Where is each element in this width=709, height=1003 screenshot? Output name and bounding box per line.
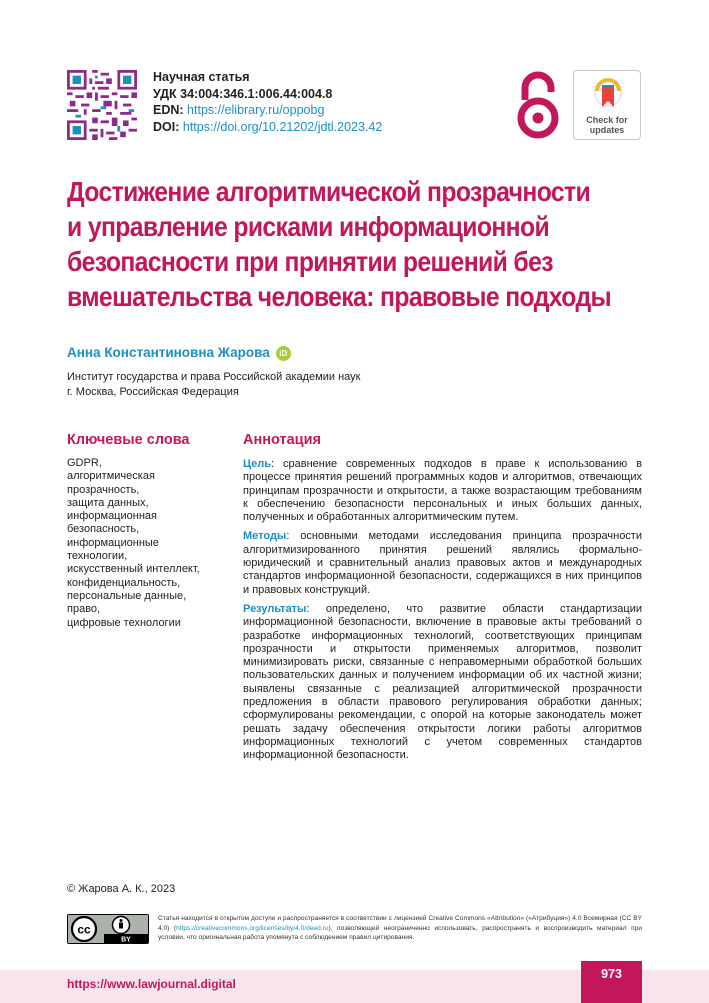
affiliation-institution: Институт государства и права Российской академии наук xyxy=(67,371,361,383)
license-text xyxy=(158,914,642,943)
title-line: безопасности при принятии решений без xyxy=(67,246,553,277)
title-line: Достижение алгоритмической прозрачности xyxy=(67,176,591,207)
svg-text:cc: cc xyxy=(77,922,91,937)
keyword-item: безопасность, xyxy=(67,523,140,536)
keyword-item: право, xyxy=(67,603,101,616)
abstract-aim xyxy=(243,458,642,524)
open-access-icon xyxy=(516,70,560,140)
keyword-item: прозрачность, xyxy=(67,483,140,496)
keyword-item: конфиденциальность, xyxy=(67,576,181,589)
keywords-list xyxy=(67,457,237,630)
keyword-item: искусственный интеллект, xyxy=(67,563,200,576)
keyword-item: цифровые технологии xyxy=(67,616,181,629)
affiliation-city: г. Москва, Российская Федерация xyxy=(67,386,239,398)
cc-by-text: BY xyxy=(121,936,131,943)
results-text: : определено, что развитие области стандартизации информационной безопасности, включение в правовые акты требований о разработке информационных технологий, соответствующих принципам прозрачности и открытости применяемых алгоритмов, позволит минимизировать риски, связанные с неправомерными обработкой больших пользовательских данных и получением информации об их частной жизни; выявлены связанные с реализацией алгоритмической прозрачности предложения в области правового регулирования обработки данных; сформулированы рекомендации, с опорой на которые законодатель может решать задачу обеспечения открытости логики работы алгоритмов информационных технологий с учетом современных стандартов информационной безопасности. xyxy=(243,602,642,762)
cc-icon xyxy=(68,915,148,943)
results-label: Результаты xyxy=(243,602,307,615)
license-link[interactable]: https://creativecommons.org/licenses/by/4.0/deed.ru xyxy=(176,924,329,932)
keywords-heading: Ключевые слова xyxy=(67,432,190,448)
abstract-methods xyxy=(243,530,642,596)
bookmark-icon xyxy=(594,77,622,111)
page-number: 973 xyxy=(581,961,642,1003)
keyword-item: алгоритмическая xyxy=(67,470,155,483)
article-title xyxy=(67,174,612,314)
copyright: © Жарова А. К., 2023 xyxy=(67,883,176,895)
abstract-body xyxy=(243,458,642,769)
article-meta xyxy=(153,69,382,135)
doi-label: DOI: xyxy=(153,119,180,134)
aim-label: Цель xyxy=(243,458,272,470)
license-text-part: ), позволяющей неограниченно использовать, распространять и воспроизводить материал при условии, что оригинальная работа упомянута с соблюдением правил цитирования. xyxy=(158,924,642,941)
author-name[interactable]: Анна Константиновна Жарова xyxy=(67,345,270,360)
keyword-item: GDPR, xyxy=(67,457,102,469)
author-line xyxy=(67,345,291,361)
journal-url[interactable]: https://www.lawjournal.digital xyxy=(67,977,236,991)
udc-code: УДК 34:004:346.1:006.44:004.8 xyxy=(153,86,333,101)
keyword-item: технологии, xyxy=(67,550,128,563)
title-line: вмешательства человека: правовые подходы xyxy=(67,281,612,312)
check-for-updates-label: Check for updates xyxy=(586,115,628,135)
keyword-item: информационная xyxy=(67,510,157,523)
article-type: Научная статья xyxy=(153,70,250,84)
edn-link[interactable]: https://elibrary.ru/oppobg xyxy=(187,103,325,117)
license-text-part: Статья находится в открытом доступе и распространяется в соответствии с лицензией Creative Commons «Attribution» («Атрибуция») 4.0 Всемирная (CC BY 4.0) ( xyxy=(158,915,642,932)
keyword-item: информационные xyxy=(67,536,159,549)
qr-code-icon xyxy=(67,70,137,140)
methods-label: Методы xyxy=(243,530,287,543)
methods-text: : основными методами исследования принципа прозрачности алгоритмизированного принятия решений являлись формально-юридический и сравнительный анализ правовых актов и международных стандартов информационной безопасности, содержащихся в них принципов и правовых конструкций. xyxy=(243,530,642,596)
keyword-item: персональные данные, xyxy=(67,589,187,602)
cc-by-license-badge[interactable] xyxy=(67,914,149,944)
edn-label: EDN: xyxy=(153,103,184,117)
abstract-results xyxy=(243,603,642,763)
check-for-updates-badge[interactable] xyxy=(573,70,641,140)
orcid-icon[interactable]: iD xyxy=(276,346,291,361)
abstract-heading: Аннотация xyxy=(243,432,321,448)
doi-link[interactable]: https://doi.org/10.21202/jdtl.2023.42 xyxy=(182,119,383,134)
aim-text: : сравнение современных подходов в праве к использованию в процессе принятия решений программных кодов и алгоритмов, отвечающих принципам прозрачности и открытости, а также возрастающим требованиям к обеспечению безопасности персональных и иных больших данных, полученных и обработанных алгоритмическим путем. xyxy=(243,458,642,524)
keyword-item: защита данных, xyxy=(67,496,149,509)
affiliation xyxy=(67,370,360,400)
title-line: и управление рисками информационной xyxy=(67,211,550,242)
